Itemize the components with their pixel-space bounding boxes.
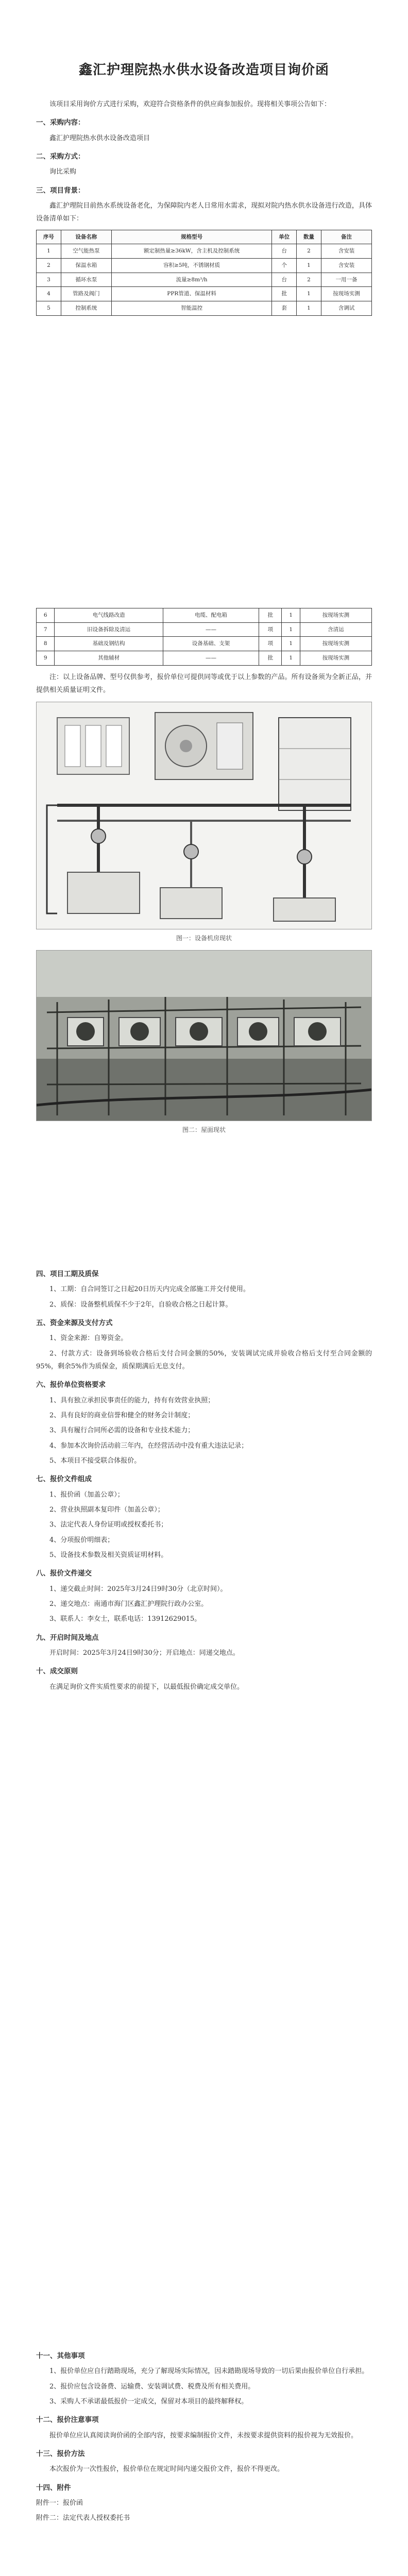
sec7-item: 1、报价函（加盖公章）； (49, 1490, 124, 1499)
table-cell: 含安装 (321, 244, 371, 259)
table-cell: —— (163, 651, 259, 666)
sec5-heading: 五、资金来源及支付方式 (36, 1319, 113, 1327)
sec14-heading: 十四、附件 (36, 2483, 71, 2492)
table-header-cell: 单位 (272, 230, 297, 244)
table-row (37, 651, 372, 666)
sec2-heading: 二、采购方式： (36, 152, 85, 161)
table-cell: 按现场实测 (321, 287, 371, 301)
sec3-heading: 三、项目背景： (36, 186, 85, 195)
sec3-text: 鑫汇护理院目前热水系统设备老化，为保障院内老人日常用水需求，现拟对院内热水供水设备进行改造，具体设备清单如下： (36, 201, 372, 223)
table-cell: 其他辅材 (55, 651, 163, 666)
table-cell: 基础及钢结构 (55, 637, 163, 651)
table-row (37, 622, 372, 637)
machine-room-illustration (37, 702, 371, 929)
table-cell: 一用一备 (321, 273, 371, 287)
sec8-item: 2、递交地点：南通市海门区鑫汇护理院行政办公室。 (49, 1600, 208, 1608)
table-cell: 1 (297, 259, 321, 273)
table-cell: 1 (282, 622, 300, 637)
table-cell: 1 (282, 651, 300, 666)
table-header-row (37, 230, 372, 244)
sec7-item: 4、分项报价明细表； (49, 1536, 114, 1544)
table-cell: 个 (272, 259, 297, 273)
figure-rooftop (36, 950, 372, 1121)
figure2-caption: 图二：屋面现状 (182, 1126, 226, 1133)
table-row (37, 287, 372, 301)
sec7-heading: 七、报价文件组成 (36, 1475, 92, 1484)
table-cell: 按现场实测 (300, 651, 371, 666)
table-row (37, 637, 372, 651)
table-cell: 空气能热泵 (61, 244, 111, 259)
table-cell: 项 (259, 637, 282, 651)
sec8-item: 1、递交截止时间：2025年3月24日9时30分（北京时间）。 (49, 1585, 227, 1593)
table-cell: 1 (282, 608, 300, 623)
sec7-item: 2、营业执照副本复印件（加盖公章）； (49, 1506, 164, 1514)
table-cell: 智能温控 (111, 301, 271, 316)
sec11-item: 1、报价单位应自行踏勘现场，充分了解现场实际情况，因未踏勘现场导致的一切后果由报价单位自行承担。 (49, 2367, 369, 2376)
table-cell: 6 (37, 608, 55, 623)
sec12-text: 报价单位应认真阅读询价函的全部内容，按要求编制报价文件，未按要求提供资料的报价视为无效报价。 (49, 2431, 358, 2439)
table-header-cell: 备注 (321, 230, 371, 244)
intro-paragraph: 该项目采用询价方式进行采购，欢迎符合资格条件的供应商参加报价。现将相关事项公告如下： (49, 100, 331, 108)
equipment-table (36, 230, 372, 316)
sec4-item: 2、质保：设备整机质保不少于2年，自验收合格之日起计算。 (49, 1300, 232, 1309)
table-row (37, 301, 372, 316)
table-cell: 4 (37, 287, 61, 301)
sec11-heading: 十一、其他事项 (36, 2352, 85, 2360)
table-header-cell: 规格型号 (111, 230, 271, 244)
table-cell: 9 (37, 651, 55, 666)
sec9-heading: 九、开启时间及地点 (36, 1633, 99, 1642)
section-block-final (36, 2344, 372, 2527)
table-cell: 批 (259, 608, 282, 623)
table-cell: 循环水泵 (61, 273, 111, 287)
table-row (37, 244, 372, 259)
table-cell: 台 (272, 273, 297, 287)
table-cell: 额定制热量≥36kW，含主机及控制系统 (111, 244, 271, 259)
attachment-item: 附件一：报价函 (36, 2499, 83, 2507)
table-cell: 管路及阀门 (61, 287, 111, 301)
table-row (37, 259, 372, 273)
rooftop-illustration (37, 951, 371, 1121)
table-cell: 1 (282, 637, 300, 651)
table-cell: 保温水箱 (61, 259, 111, 273)
table-cell: 套 (272, 301, 297, 316)
sec1-text: 鑫汇护理院热水供水设备改造项目 (49, 134, 150, 142)
table-cell: 1 (37, 244, 61, 259)
sec4-item: 1、工期：自合同签订之日起20日历天内完成全部施工并交付使用。 (49, 1285, 250, 1294)
sec6-heading: 六、报价单位资格要求 (36, 1381, 106, 1389)
sec10-text: 在满足询价文件实质性要求的前提下，以最低报价确定成交单位。 (49, 1683, 244, 1691)
sec1-heading: 一、采购内容： (36, 118, 85, 127)
table-cell: 按现场实测 (300, 608, 371, 623)
figure-machine-room (36, 702, 372, 929)
sec7-item: 5、设备技术参数及相关资质证明材料。 (49, 1551, 168, 1560)
sec6-item: 5、本项目不接受联合体报价。 (49, 1457, 141, 1465)
sec2-text: 询比采购 (49, 168, 77, 176)
sec8-heading: 八、报价文件递交 (36, 1569, 92, 1578)
table-cell: 含清运 (300, 622, 371, 637)
table-cell: 设备基础、支架 (163, 637, 259, 651)
table-cell: 含安装 (321, 259, 371, 273)
table-cell: 2 (37, 259, 61, 273)
table-cell: —— (163, 622, 259, 637)
table-cell: 批 (259, 651, 282, 666)
table-cell: 流量≥8m³/h (111, 273, 271, 287)
sec6-item: 1、具有独立承担民事责任的能力，持有有效营业执照； (49, 1396, 215, 1404)
table-cell: 按现场实测 (300, 637, 371, 651)
table-cell: 旧设备拆除及清运 (55, 622, 163, 637)
table-cell: 电缆、配电箱 (163, 608, 259, 623)
sec12-heading: 十二、报价注意事项 (36, 2416, 99, 2425)
table-row (37, 273, 372, 287)
attachment-item: 附件二：法定代表人授权委托书 (36, 2514, 130, 2522)
sec5-item: 2、付款方式：设备到场验收合格后支付合同金额的50%，安装调试完成并验收合格后支付至合同金额的95%，剩余5%作为质保金，质保期满后无息支付。 (36, 1349, 372, 1370)
table-header-cell: 序号 (37, 230, 61, 244)
table-cell: 含调试 (321, 301, 371, 316)
table-cell: 3 (37, 273, 61, 287)
table-cell: 1 (297, 287, 321, 301)
sec13-text: 本次报价为一次性报价，报价单位在规定时间内递交报价文件，报价不得更改。 (49, 2465, 284, 2473)
sec13-heading: 十三、报价方法 (36, 2450, 85, 2458)
sec6-item: 2、具有良好的商业信誉和健全的财务会计制度； (49, 1412, 195, 1419)
equipment-table-continued (36, 608, 372, 666)
sec8-item: 3、联系人：李女士，联系电话：13912629015。 (49, 1615, 201, 1623)
section-block-terms (36, 1262, 372, 1696)
table-cell: 批 (272, 287, 297, 301)
sec6-item: 4、参加本次询价活动前三年内，在经营活动中没有重大违法记录； (49, 1442, 248, 1450)
table-header-cell: 设备名称 (61, 230, 111, 244)
table-cell: 2 (297, 244, 321, 259)
section-block-table2 (36, 608, 372, 1141)
table-cell: 2 (297, 273, 321, 287)
sec4-heading: 四、项目工期及质保 (36, 1270, 99, 1278)
sec9-text: 开启时间：2025年3月24日9时30分；开启地点：同递交地点。 (49, 1649, 240, 1657)
table-cell: PPR管道、保温材料 (111, 287, 271, 301)
section-block-intro (36, 98, 372, 316)
table-cell: 1 (297, 301, 321, 316)
figure1-caption: 图一：设备机房现状 (176, 935, 232, 942)
sec10-heading: 十、成交原则 (36, 1667, 78, 1676)
sec5-item: 1、资金来源：自筹资金。 (49, 1334, 128, 1343)
table-cell: 5 (37, 301, 61, 316)
page-title: 鑫汇护理院热水供水设备改造项目询价函 (78, 62, 329, 78)
sec11-item: 2、报价应包含设备费、运输费、安装调试费、税费及所有相关费用。 (49, 2382, 255, 2391)
table-cell: 项 (259, 622, 282, 637)
table-cell: 容积≥5吨，不锈钢材质 (111, 259, 271, 273)
table-cell: 电气线路改造 (55, 608, 163, 623)
table-row (37, 608, 372, 623)
sec11-item: 3、采购人不承诺最低报价一定成交，保留对本项目的最终解释权。 (49, 2398, 248, 2405)
table-cell: 7 (37, 622, 55, 637)
sec3-note: 注：以上设备品牌、型号仅供参考，报价单位可提供同等或优于以上参数的产品。所有设备须为全新正品，并提供相关质量证明文件。 (36, 673, 372, 694)
table-header-cell: 数量 (297, 230, 321, 244)
table-cell: 台 (272, 244, 297, 259)
table-cell: 8 (37, 637, 55, 651)
table-cell: 控制系统 (61, 301, 111, 316)
sec7-item: 3、法定代表人身份证明或授权委托书； (49, 1521, 168, 1529)
sec6-item: 3、具有履行合同所必需的设备和专业技术能力； (49, 1427, 195, 1435)
